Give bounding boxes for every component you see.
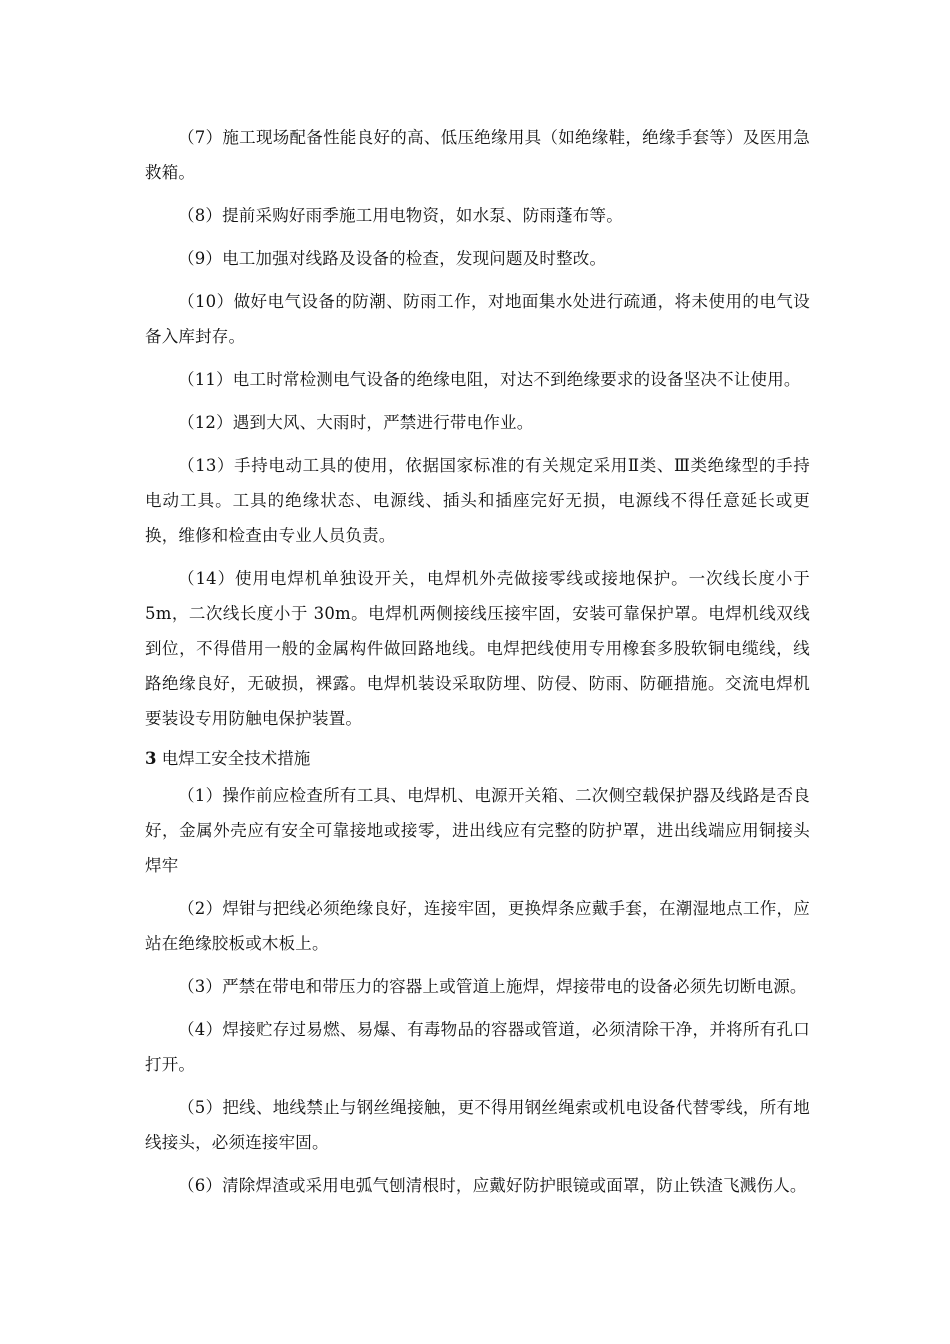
- section-number: 3: [145, 749, 157, 768]
- welder-item-6: （6）清除焊渣或采用电弧气刨清根时，应戴好防护眼镜或面罩，防止铁渣飞溅伤人。: [178, 1176, 807, 1195]
- paragraph-item-13: （13）手持电动工具的使用，依据国家标准的有关规定采用Ⅱ类、Ⅲ类绝缘型的手持电动工具。工具的绝缘状态、电源线、插头和插座完好无损，电源线不得任意延长或更换，维修和检查由专业人员负责。: [145, 456, 810, 545]
- section-title: 电焊工安全技术措施: [156, 749, 311, 768]
- document-page: [145, 120, 810, 1211]
- paragraph-item-12: （12）遇到大风、大雨时，严禁进行带电作业。: [178, 413, 534, 432]
- paragraph-item-9: （9）电工加强对线路及设备的检查，发现问题及时整改。: [178, 249, 607, 268]
- welder-item-4: （4）焊接贮存过易燃、易爆、有毒物品的容器或管道，必须清除干净，并将所有孔口打开。: [145, 1020, 810, 1074]
- welder-item-1: （1）操作前应检查所有工具、电焊机、电源开关箱、二次侧空载保护器及线路是否良好，金属外壳应有安全可靠接地或接零，进出线应有完整的防护罩，进出线端应用铜接头焊牢: [145, 786, 810, 875]
- welder-item-2: （2）焊钳与把线必须绝缘良好，连接牢固，更换焊条应戴手套，在潮湿地点工作，应站在绝缘胶板或木板上。: [145, 899, 810, 953]
- section-heading: [145, 744, 810, 774]
- paragraph-item-10: （10）做好电气设备的防潮、防雨工作，对地面集水处进行疏通，将未使用的电气设备入库封存。: [145, 292, 810, 346]
- welder-item-3: （3）严禁在带电和带压力的容器上或管道上施焊，焊接带电的设备必须先切断电源。: [178, 977, 807, 996]
- welder-item-5: （5）把线、地线禁止与钢丝绳接触，更不得用钢丝绳索或机电设备代替零线，所有地线接头，必须连接牢固。: [145, 1098, 810, 1152]
- paragraph-item-14: （14）使用电焊机单独设开关，电焊机外壳做接零线或接地保护。一次线长度小于 5m，二次线长度小于 30m。电焊机两侧接线压接牢固，安装可靠保护罩。电焊机线双线到位，不得借用一般的金属构件做回路地线。电焊把线使用专用橡套多股软铜电缆线，线路绝缘良好，无破损，裸露。电焊机装设采取防埋、防侵、防雨、防砸措施。交流电焊机要装设专用防触电保护装置。: [145, 569, 810, 728]
- paragraph-item-8: （8）提前采购好雨季施工用电物资，如水泵、防雨蓬布等。: [178, 206, 623, 225]
- paragraph-item-7: （7）施工现场配备性能良好的高、低压绝缘用具（如绝缘鞋，绝缘手套等）及医用急救箱。: [145, 128, 810, 182]
- paragraph-item-11: （11）电工时常检测电气设备的绝缘电阻，对达不到绝缘要求的设备坚决不让使用。: [178, 370, 801, 389]
